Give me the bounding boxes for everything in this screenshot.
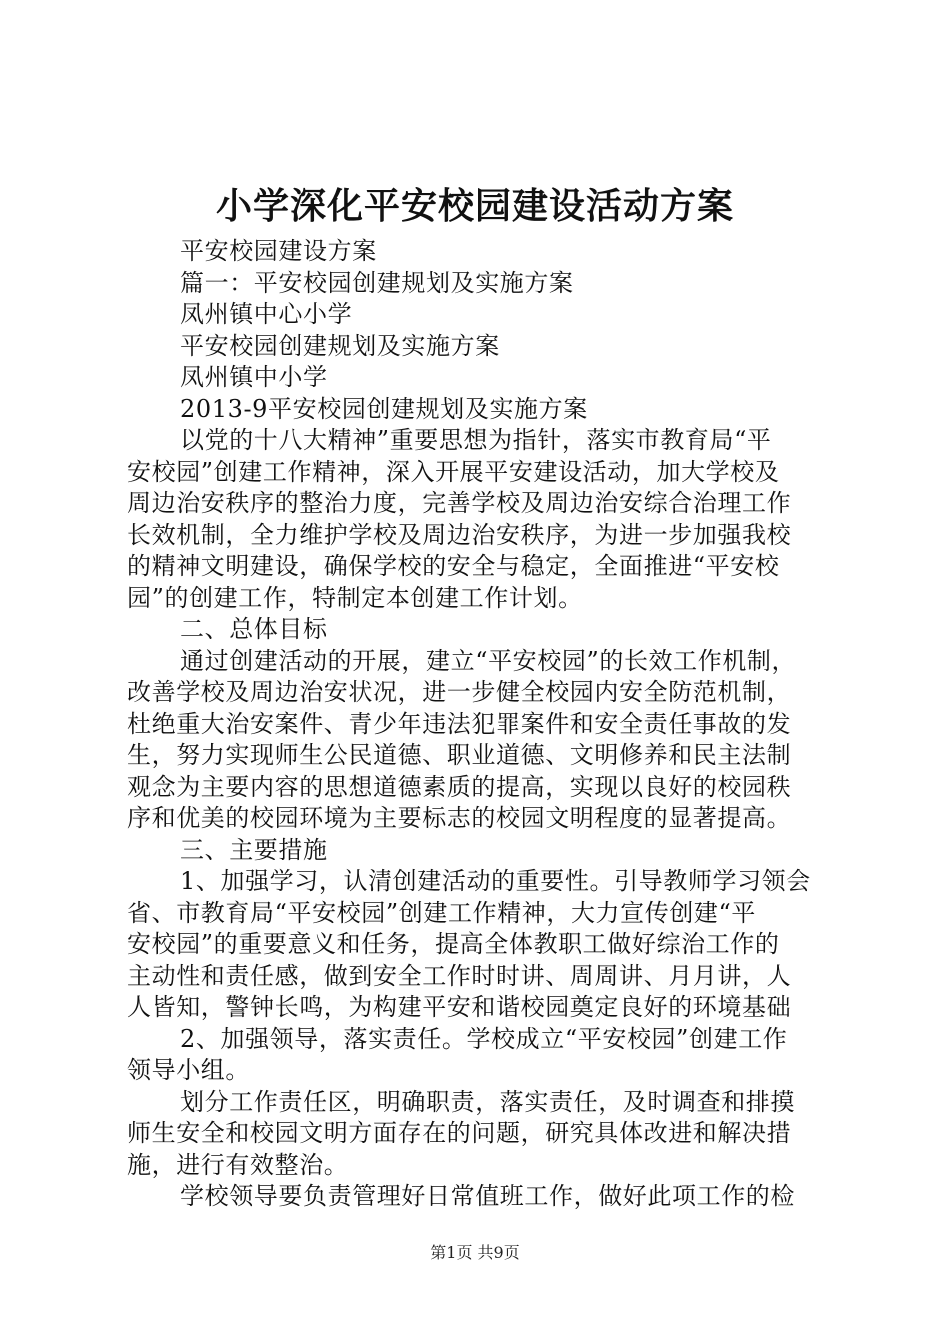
text-line: 序和优美的校园环境为主要标志的校园文明程度的显著提高。: [127, 804, 792, 832]
text-line: 平安校园建设方案: [180, 237, 377, 265]
text-line: 通过创建活动的开展，建立“平安校园”的长效工作机制，: [180, 646, 797, 675]
document-title: 小学深化平安校园建设活动方案: [215, 185, 734, 227]
text-line: 领导小组。: [127, 1056, 250, 1084]
section-heading: 三、主要措施: [180, 835, 328, 864]
text-line: 长效机制，全力维护学校及周边治安秩序，为进一步加强我校: [127, 520, 792, 549]
text-line: 平安校园创建规划及实施方案: [180, 331, 500, 360]
text-line: 凤州镇中心小学: [180, 300, 353, 328]
text-line: 杜绝重大治安案件、青少年违法犯罪案件和安全责任事故的发: [127, 709, 792, 738]
text-line: 主动性和责任感，做到安全工作时时讲、周周讲、月月讲，人: [127, 961, 792, 990]
text-line: 2013-9平安校园创建规划及实施方案: [180, 394, 588, 423]
text-line: 划分工作责任区，明确职责，落实责任，及时调查和排摸: [180, 1087, 795, 1116]
text-line: 生，努力实现师生公民道德、职业道德、文明修养和民主法制: [127, 741, 792, 769]
text-line: 1、加强学习，认清创建活动的重要性。引导教师学习领会: [180, 867, 811, 895]
section-heading: 二、总体目标: [180, 615, 328, 643]
text-line: 观念为主要内容的思想道德素质的提高，实现以良好的校园秩: [127, 772, 792, 801]
text-line: 人皆知，警钟长鸣，为构建平安和谐校园奠定良好的环境基础: [127, 993, 792, 1021]
text-line: 安校园”创建工作精神，深入开展平安建设活动，加大学校及: [127, 457, 780, 486]
text-line: 安校园”的重要意义和任务，提高全体教职工做好综治工作的: [127, 930, 780, 958]
document-body: [127, 236, 835, 1213]
text-line: 师生安全和校园文明方面存在的问题，研究具体改进和解决措: [127, 1119, 792, 1147]
text-line: 省、市教育局“平安校园”创建工作精神，大力宣传创建“平: [127, 898, 757, 927]
text-line: 篇一：平安校园创建规划及实施方案: [180, 268, 574, 297]
text-line: 园”的创建工作，特制定本创建工作计划。: [127, 583, 583, 612]
text-line: 施，进行有效整治。: [127, 1150, 349, 1179]
text-line: 2、加强领导，落实责任。学校成立“平安校园”创建工作: [180, 1024, 788, 1053]
text-line: 学校领导要负责管理好日常值班工作，做好此项工作的检: [180, 1182, 795, 1210]
text-line: 凤州镇中小学: [180, 363, 328, 391]
text-line: 改善学校及周边治安状况，进一步健全校园内安全防范机制，: [127, 678, 792, 706]
text-line: 以党的十八大精神”重要思想为指针，落实市教育局“平: [180, 426, 772, 454]
text-line: 的精神文明建设，确保学校的安全与稳定，全面推进“平安校: [127, 552, 780, 580]
text-line: 周边治安秩序的整治力度，完善学校及周边治安综合治理工作: [127, 489, 792, 517]
page-footer: 第1页 共9页: [430, 1243, 520, 1262]
